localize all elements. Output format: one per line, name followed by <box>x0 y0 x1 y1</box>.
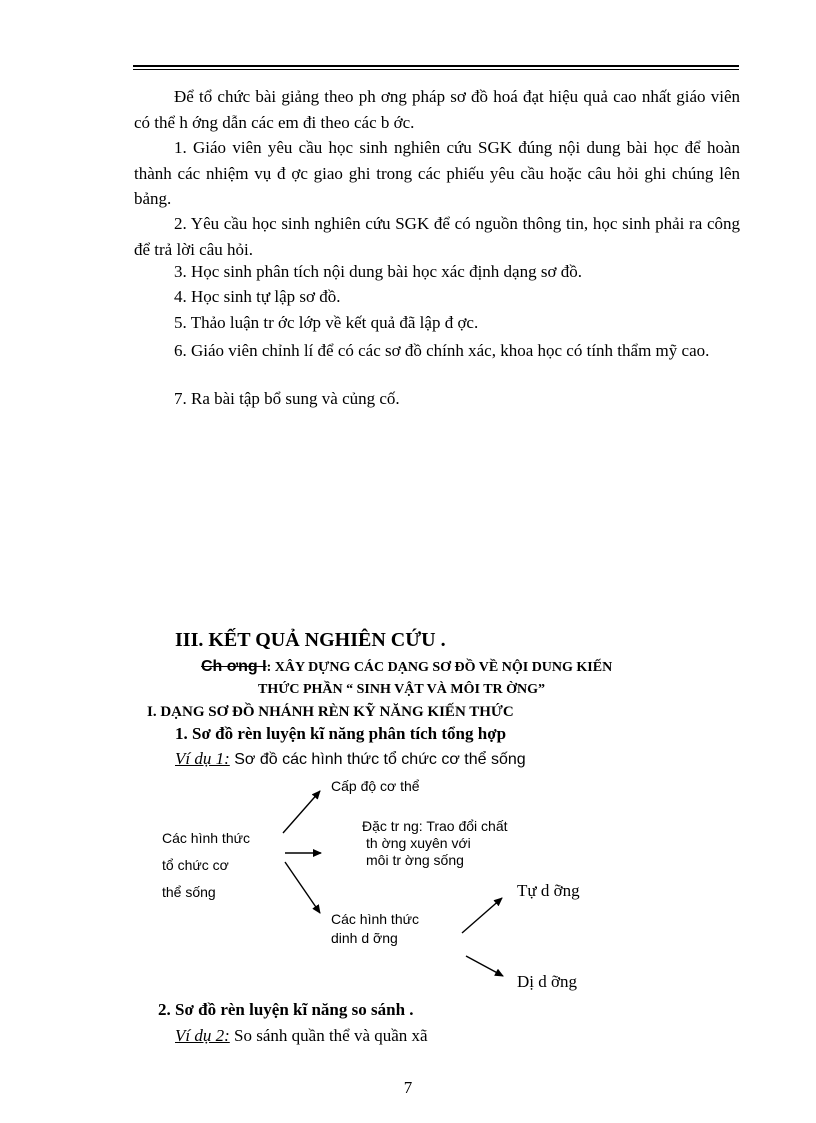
example-1-text: Sơ đồ các hình thức tổ chức cơ thể sống <box>229 751 526 768</box>
step-6: 6. Giáo viên chỉnh lí để có các sơ đồ chính xác, khoa học có tính thẩm mỹ cao. <box>174 341 710 360</box>
arrow-to-bottom <box>285 862 320 913</box>
diagram-bottom-line: dinh d ỡng <box>331 930 398 946</box>
step-2: 2. Yêu cầu học sinh nghiên cứu SGK để có nguồn thông tin, học sinh phải ra công để trả lời câu hỏi. <box>134 214 740 259</box>
diagram-middle-line: th ờng xuyên với <box>366 835 471 851</box>
example-2-text: So sánh quần thể và quần xã <box>229 1026 428 1045</box>
diagram-middle-line: Đặc tr ng: Trao đổi chất <box>362 818 508 834</box>
arrow-to-top <box>283 791 320 833</box>
diagram-root-line: thể sống <box>162 884 216 900</box>
step-7: 7. Ra bài tập bổ sung và củng cố. <box>174 389 400 408</box>
diagram-node-top: Cấp độ cơ thể <box>331 778 420 794</box>
arrow-to-autotroph <box>462 898 502 933</box>
diagram-middle-line: môi tr ờng sống <box>366 852 464 868</box>
diagram-node-autotroph: Tự d ỡng <box>517 881 580 900</box>
step-4: 4. Học sinh tự lập sơ đồ. <box>174 287 341 306</box>
diagram-node-heterotroph: Dị d ỡng <box>517 972 577 991</box>
diagram-root-line: tổ chức cơ <box>162 857 229 873</box>
chapter-heading-line2: THỨC PHẦN “ SINH VẬT VÀ MÔI TR ỜNG” <box>258 682 546 697</box>
page-number: 7 <box>403 1078 413 1097</box>
example-1-label: Ví dụ 1: <box>175 749 230 768</box>
part-heading: I. DẠNG SƠ ĐỒ NHÁNH RÈN KỸ NĂNG KIẾN THỨC <box>147 704 514 720</box>
example-2-label: Ví dụ 2: <box>175 1026 230 1045</box>
step-1: 1. Giáo viên yêu cầu học sinh nghiên cứu SGK đúng nội dung bài học để hoàn thành các nhiệm vụ đ ợc giao ghi trong các phiếu yêu cầu hoặc câu hỏi ghi chúng lên bảng. <box>134 138 740 208</box>
section-heading: III. KẾT QUẢ NGHIÊN CỨU . <box>175 629 446 651</box>
chapter-label: Ch ơng I <box>201 658 267 675</box>
step-3: 3. Học sinh phân tích nội dung bài học xác định dạng sơ đồ. <box>174 262 582 281</box>
step-5: 5. Thảo luận tr ớc lớp về kết quả đã lập đ ợc. <box>174 313 479 332</box>
example-2 <box>175 1026 428 1046</box>
intro-paragraph: Để tổ chức bài giảng theo ph ơng pháp sơ đồ hoá đạt hiệu quả cao nhất giáo viên có thể h ớng dẫn các em đi theo các b ớc. <box>134 87 740 132</box>
subheading-2: 2. Sơ đồ rèn luyện kĩ năng so sánh . <box>158 1000 414 1019</box>
subheading-1: 1. Sơ đồ rèn luyện kĩ năng phân tích tổng hợp <box>175 724 507 743</box>
chapter-title: : XÂY DỰNG CÁC DẠNG SƠ ĐỒ VỀ NỘI DUNG KIẾN <box>266 660 613 675</box>
diagram-bottom-line: Các hình thức <box>331 911 419 927</box>
arrow-to-heterotroph <box>466 956 503 976</box>
diagram-root-line: Các hình thức <box>162 830 250 846</box>
